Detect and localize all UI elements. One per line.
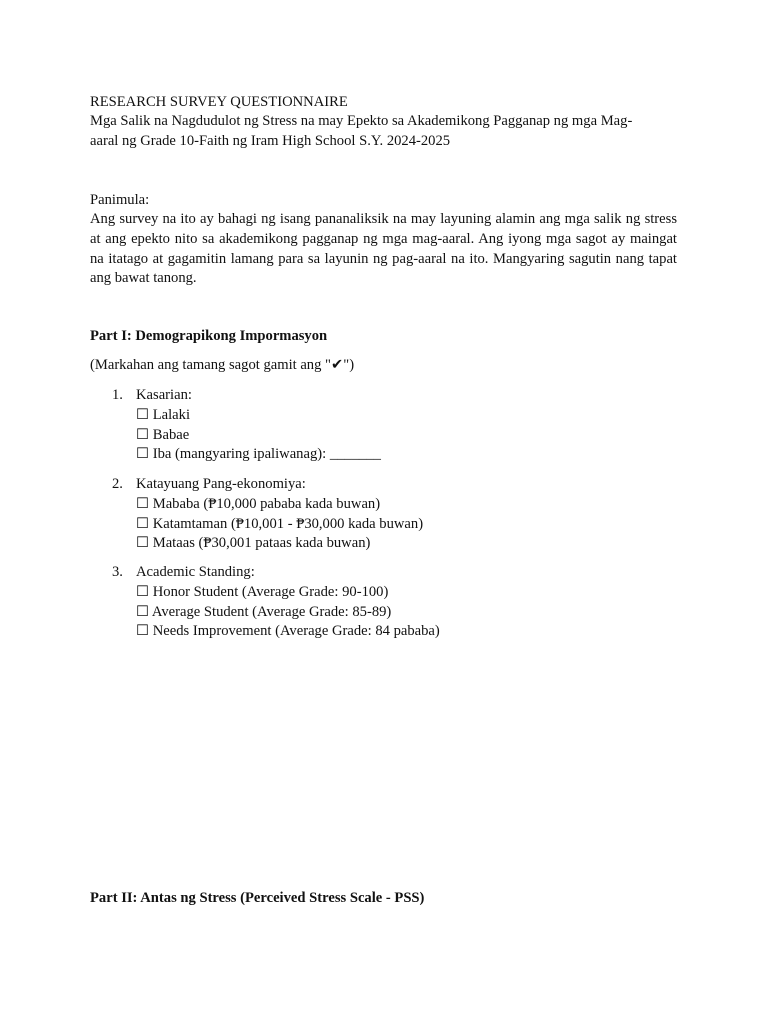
question-label [112, 563, 672, 583]
option-babae[interactable]: ☐ Babae [136, 426, 190, 443]
question-text: Katayuang Pang-ekonomiya: [136, 476, 306, 492]
option-honor-student[interactable]: ☐ Honor Student (Average Grade: 90-100) [136, 583, 389, 600]
intro-paragraph: Ang survey na ito ay bahagi ng isang pananaliksik na may layuning alamin ang mga salik ng stress at ang epekto nito sa akademikong pagganap ng mga mag-aaral. Ang iyong mga sagot ay maingat na itatago at gagamitin lamang para sa layunin ng pag-aaral na ito. Mangyaring sagutin nang tapat ang bawat tanong. [90, 211, 677, 287]
question-number: 2. [112, 476, 123, 492]
question-text: Academic Standing: [136, 564, 255, 580]
option-lalaki[interactable]: ☐ Lalaki [136, 406, 191, 423]
subtitle-line-1: Mga Salik na Nagdudulot ng Stress na may Epekto sa Akademikong Pagganap ng mga Mag- [90, 113, 633, 129]
question-number: 3. [112, 564, 123, 580]
part1-heading: Part I: Demograpikong Impormasyon [90, 328, 328, 344]
option-average-student[interactable]: ☐ Average Student (Average Grade: 85-89) [136, 603, 392, 620]
question-label [112, 475, 672, 495]
question-2 [112, 475, 672, 554]
intro-label: Panimula: [90, 192, 150, 208]
part1-instruction: (Markahan ang tamang sagot gamit ang "✔") [90, 357, 355, 373]
question-label [112, 386, 672, 406]
option-mababa[interactable]: ☐ Mababa (₱10,000 pababa kada buwan) [136, 495, 381, 512]
option-mataas[interactable]: ☐ Mataas (₱30,001 pataas kada buwan) [136, 535, 371, 552]
question-number: 1. [112, 387, 123, 403]
question-3 [112, 563, 672, 642]
option-needs-improvement[interactable]: ☐ Needs Improvement (Average Grade: 84 pababa) [136, 623, 440, 640]
document-title: RESEARCH SURVEY QUESTIONNAIRE [90, 94, 348, 110]
option-iba[interactable]: ☐ Iba (mangyaring ipaliwanag): _______ [136, 446, 381, 463]
question-1 [112, 386, 672, 465]
document-subtitle [90, 112, 677, 152]
part2-heading: Part II: Antas ng Stress (Perceived Stress Scale - PSS) [90, 890, 425, 906]
subtitle-line-2: aaral ng Grade 10-Faith ng Iram High School S.Y. 2024-2025 [90, 132, 451, 149]
question-text: Kasarian: [136, 387, 192, 403]
option-katamtaman[interactable]: ☐ Katamtaman (₱10,001 - ₱30,000 kada buwan) [136, 515, 424, 532]
